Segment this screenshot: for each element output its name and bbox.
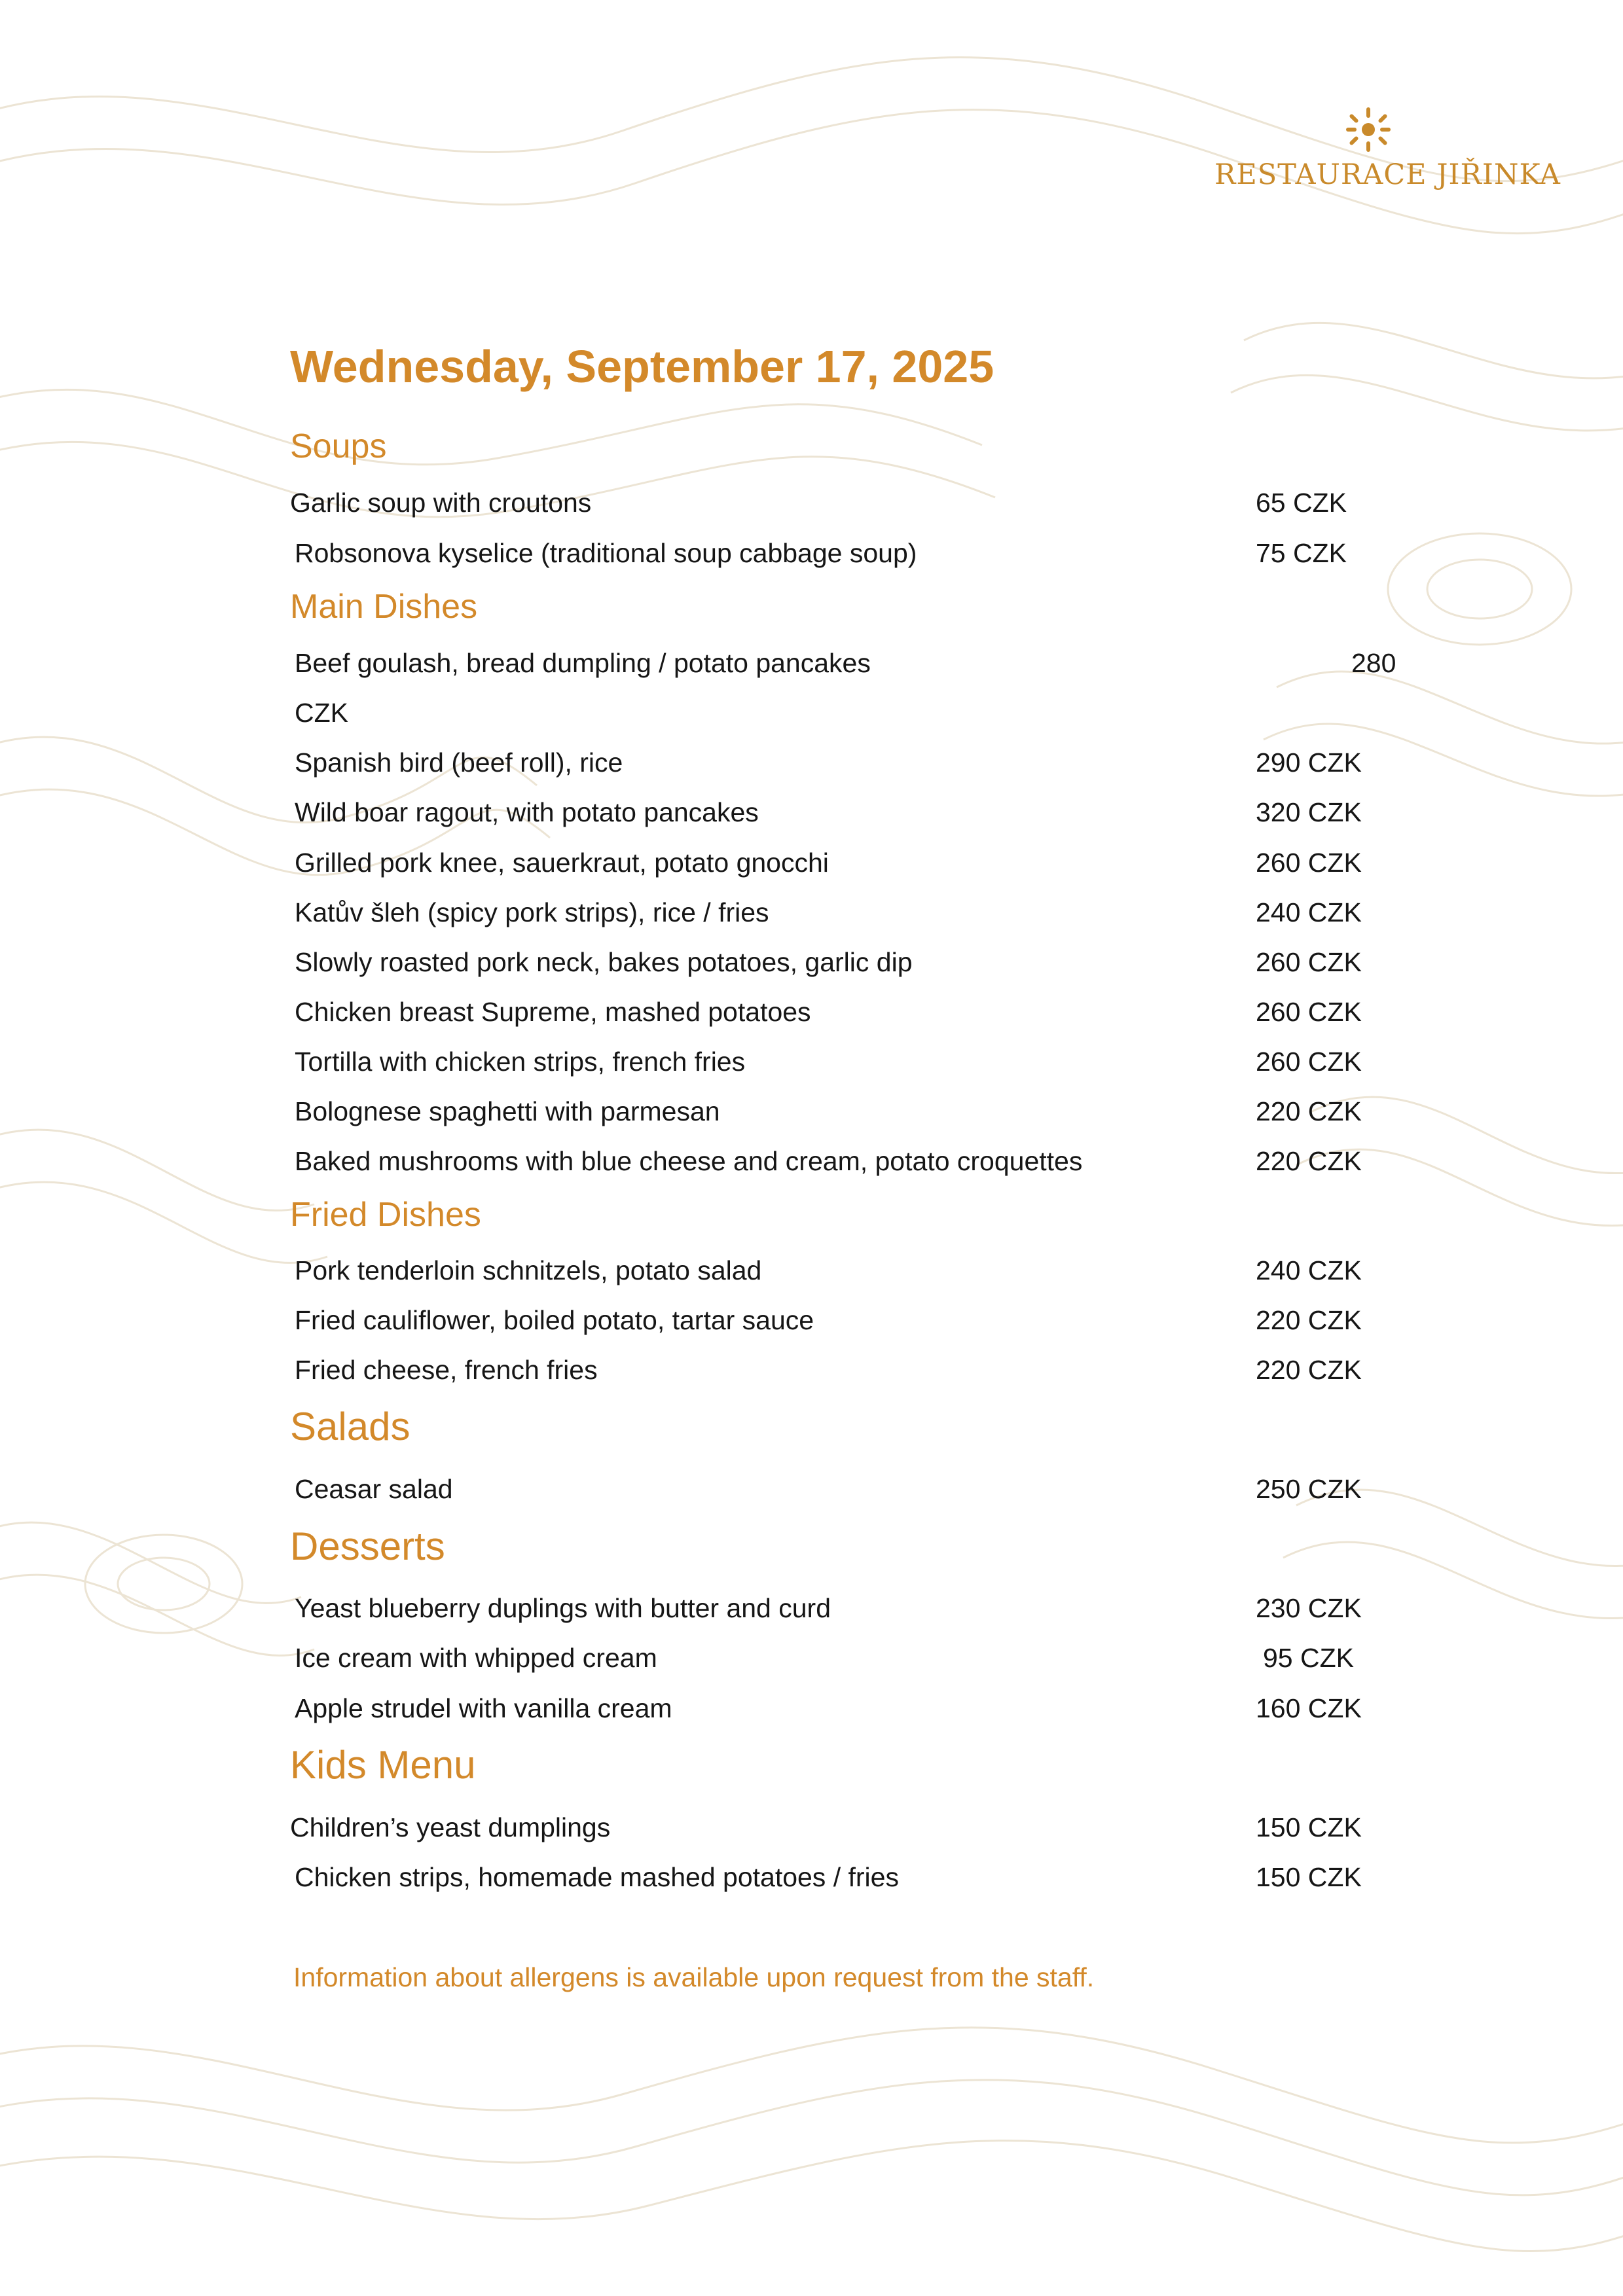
menu-price-unit: CZK <box>295 698 348 728</box>
menu-item: Chicken breast Supreme, mashed potatoes <box>295 997 811 1027</box>
menu-price: 280 <box>1351 648 1396 678</box>
menu-item: Slowly roasted pork neck, bakes potatoes, garlic dip <box>295 947 913 977</box>
menu-price: 95 CZK <box>1263 1643 1354 1673</box>
section-title-kids: Kids Menu <box>290 1743 476 1787</box>
allergen-note: Information about allergens is available upon request from the staff. <box>293 1962 1095 1992</box>
menu-price: 250 CZK <box>1256 1474 1362 1504</box>
menu-item: Children’s yeast dumplings <box>290 1812 611 1842</box>
menu-item: Fried cauliflower, boiled potato, tartar sauce <box>295 1305 814 1335</box>
menu-price: 150 CZK <box>1256 1812 1362 1842</box>
menu-price: 240 CZK <box>1256 897 1362 927</box>
menu-price: 220 CZK <box>1256 1355 1362 1385</box>
menu-price: 260 CZK <box>1256 947 1362 977</box>
menu-price: 290 CZK <box>1256 747 1362 778</box>
menu-item: Beef goulash, bread dumpling / potato pancakes <box>295 648 871 678</box>
menu-item: Baked mushrooms with blue cheese and cream, potato croquettes <box>295 1146 1083 1176</box>
logo-text: RESTAURACE JIŘINKA <box>1214 158 1561 191</box>
menu-item: Chicken strips, homemade mashed potatoes / fries <box>295 1862 899 1892</box>
menu-price: 230 CZK <box>1256 1593 1362 1623</box>
menu-item: Spanish bird (beef roll), rice <box>295 747 623 778</box>
menu-item: Pork tenderloin schnitzels, potato salad <box>295 1255 762 1285</box>
menu-item: Yeast blueberry duplings with butter and curd <box>295 1593 831 1623</box>
menu-price: 150 CZK <box>1256 1862 1362 1892</box>
menu-price: 240 CZK <box>1256 1255 1362 1285</box>
menu-price: 220 CZK <box>1256 1146 1362 1176</box>
menu-item: Fried cheese, french fries <box>295 1355 598 1385</box>
menu-price: 75 CZK <box>1256 538 1347 568</box>
menu-item: Katův šleh (spicy pork strips), rice / fries <box>295 897 769 927</box>
menu-item: Grilled pork knee, sauerkraut, potato gnocchi <box>295 848 829 878</box>
menu-price: 160 CZK <box>1256 1693 1362 1723</box>
menu-item: Ice cream with whipped cream <box>295 1643 657 1673</box>
menu-price: 260 CZK <box>1256 997 1362 1027</box>
section-title-fried: Fried Dishes <box>290 1196 481 1234</box>
section-title-salads: Salads <box>290 1405 410 1448</box>
menu-price: 220 CZK <box>1256 1305 1362 1335</box>
menu-item: Tortilla with chicken strips, french fries <box>295 1047 746 1077</box>
section-title-main: Main Dishes <box>290 588 478 626</box>
menu-date: Wednesday, September 17, 2025 <box>290 341 994 392</box>
menu-price: 65 CZK <box>1256 488 1347 518</box>
menu-item: Garlic soup with croutons <box>290 488 592 518</box>
section-title-soups: Soups <box>290 427 387 465</box>
menu-item: Apple strudel with vanilla cream <box>295 1693 672 1723</box>
menu-item: Ceasar salad <box>295 1474 453 1504</box>
menu-item: Bolognese spaghetti with parmesan <box>295 1096 720 1126</box>
menu-price: 320 CZK <box>1256 797 1362 827</box>
section-title-desserts: Desserts <box>290 1524 445 1568</box>
menu-price: 260 CZK <box>1256 1047 1362 1077</box>
menu-price: 220 CZK <box>1256 1096 1362 1126</box>
menu-item: Robsonova kyselice (traditional soup cabbage soup) <box>295 538 917 568</box>
menu-item: Wild boar ragout, with potato pancakes <box>295 797 759 827</box>
menu-price: 260 CZK <box>1256 848 1362 878</box>
